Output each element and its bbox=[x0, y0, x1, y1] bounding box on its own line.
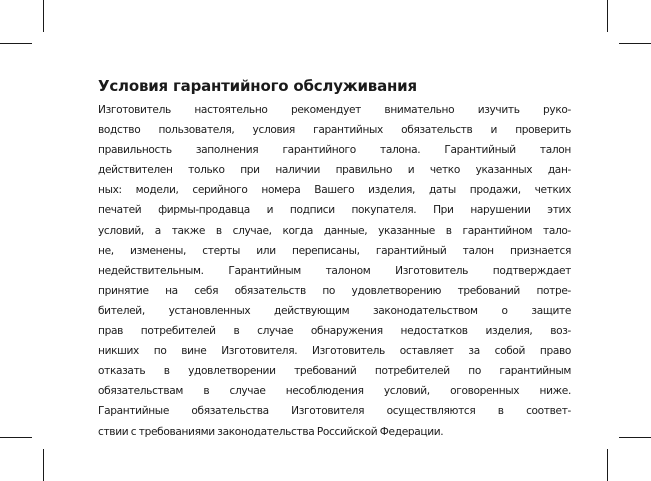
crop-mark-top-right-horizontal bbox=[619, 43, 651, 44]
crop-mark-bottom-right-horizontal bbox=[619, 437, 651, 438]
body-line: водство пользователя, условия гарантийных обязательств и проверить bbox=[98, 124, 571, 137]
body-line: условий, а также в случае, когда данные, указанные в гарантийном тало- bbox=[98, 224, 571, 237]
body-line: правильность заполнения гарантийного талона. Гарантийный талон bbox=[98, 144, 571, 157]
crop-mark-bottom-left bbox=[43, 449, 44, 481]
body-line: не, изменены, стерты или переписаны, гарантийный талон признается bbox=[98, 244, 571, 257]
body-line: Изготовитель настоятельно рекомендует внимательно изучить руко- bbox=[98, 104, 571, 116]
warranty-conditions-section bbox=[98, 76, 571, 442]
crop-mark-top-left bbox=[43, 0, 44, 32]
body-line: отказать в удовлетворении требований потребителей по гарантийным bbox=[98, 365, 571, 378]
crop-mark-top-left-horizontal bbox=[0, 43, 32, 44]
body-line: Гарантийные обязательства Изготовителя осуществляются в соответ- bbox=[98, 405, 571, 418]
crop-mark-bottom-right bbox=[607, 449, 608, 481]
body-line: принятие на себя обязательств по удовлетворению требований потре- bbox=[98, 284, 571, 297]
section-title: Условия гарантийного обслуживания bbox=[98, 77, 417, 95]
body-line: печатей фирмы-продавца и подписи покупателя. При нарушении этих bbox=[98, 204, 571, 217]
body-line: ствии с требованиями законодательства Российской Федерации. bbox=[98, 425, 444, 438]
body-line: обязательствам в случае несоблюдения условий, оговоренных ниже. bbox=[98, 385, 571, 398]
body-line: никших по вине Изготовителя. Изготовитель оставляет за собой право bbox=[98, 345, 571, 358]
section-body bbox=[98, 100, 571, 442]
body-line: прав потребителей в случае обнаружения недостатков изделия, воз- bbox=[98, 325, 571, 338]
crop-mark-top-right bbox=[607, 0, 608, 32]
body-line: бителей, установленных действующим законодательством о защите bbox=[98, 304, 571, 317]
body-line: недействительным. Гарантийным талоном Изготовитель подтверждает bbox=[98, 264, 571, 277]
crop-mark-bottom-left-horizontal bbox=[0, 437, 32, 438]
body-line: ных: модели, серийного номера Вашего изделия, даты продажи, четких bbox=[98, 184, 571, 197]
body-line: действителен только при наличии правильно и четко указанных дан- bbox=[98, 164, 571, 177]
